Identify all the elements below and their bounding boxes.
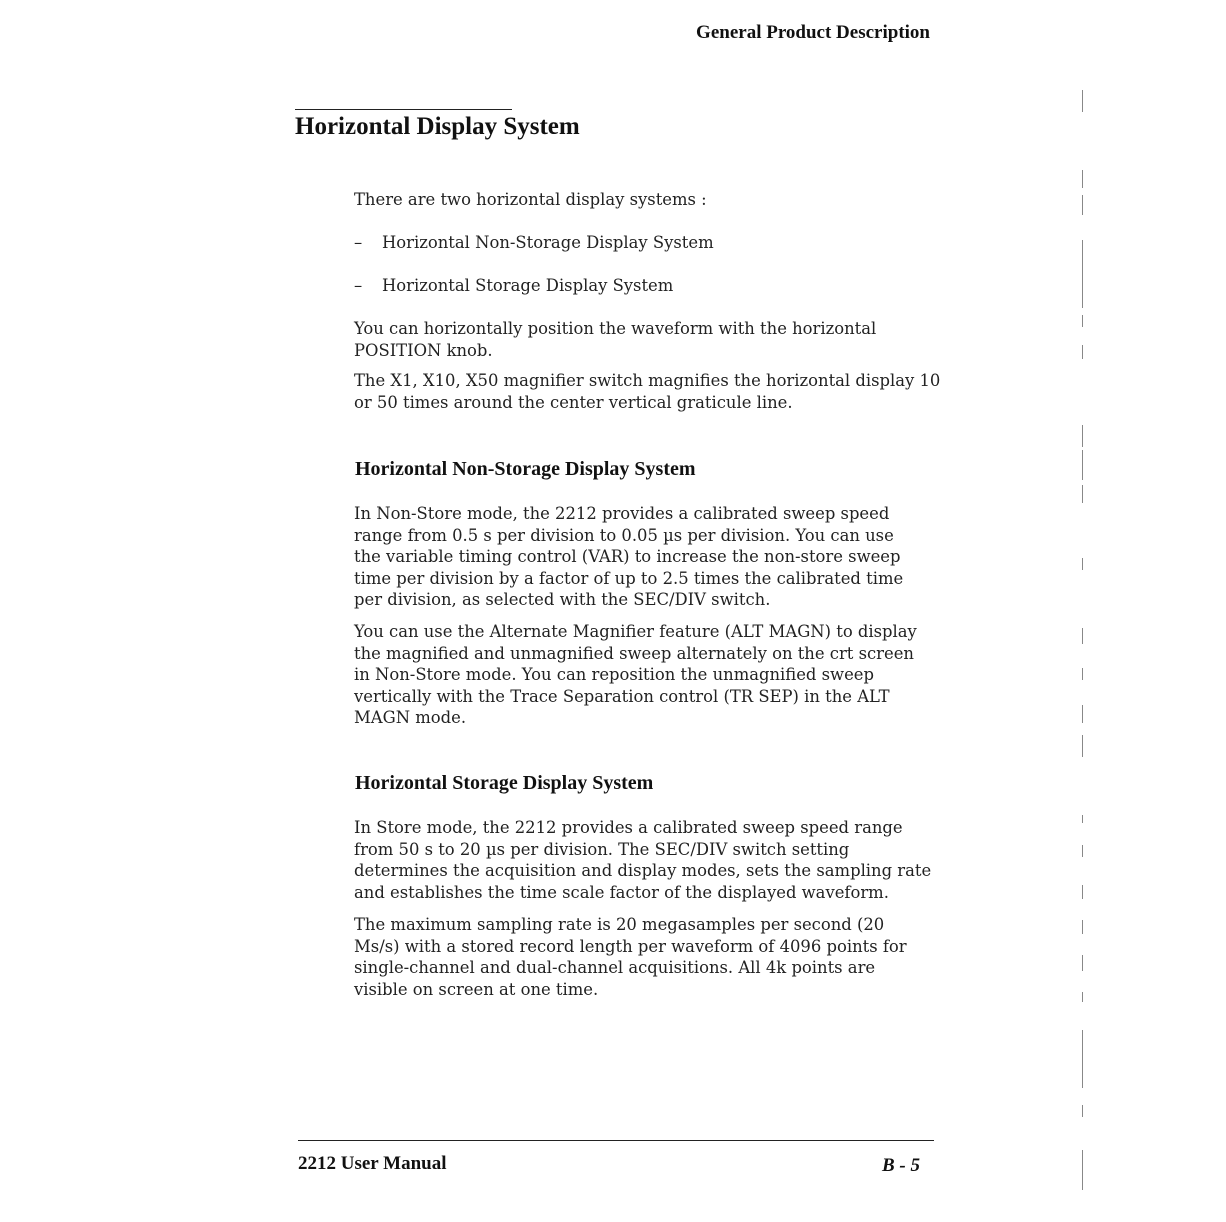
running-header: General Product Description [696, 22, 930, 43]
footer-manual-title: 2212 User Manual [298, 1153, 447, 1174]
section-title-rule [295, 109, 512, 110]
bullet-text: Horizontal Storage Display System [382, 276, 674, 295]
intro-text: There are two horizontal display systems : [354, 190, 707, 209]
intro-paragraph [354, 189, 954, 211]
paragraph-text: The X1, X10, X50 magnifier switch magnifies the horizontal display 10 or 50 times around the center vertical graticule line. [354, 371, 941, 412]
bullet-marker: – [354, 233, 363, 252]
bullet-item [354, 275, 673, 297]
paragraph-text: You can use the Alternate Magnifier feature (ALT MAGN) to display the magnified and unmagnified sweep alternately on the crt screen in Non-Store mode. You can reposition the unmagnified sweep vertically with the Trace Separation control (TR SEP) in the ALT MAGN mode. [354, 622, 917, 727]
position-paragraph [354, 318, 914, 361]
footer-page-number: B - 5 [882, 1155, 920, 1176]
paragraph-text: The maximum sampling rate is 20 megasamples per second (20 Ms/s) with a stored record length per waveform of 4096 points for single-channel and dual-channel acquisitions. All 4k points are visible on screen at one time. [354, 915, 907, 999]
non-storage-title: Horizontal Non-Storage Display System [355, 458, 696, 480]
footer-rule [298, 1140, 934, 1141]
scan-edge-marks [1082, 60, 1086, 1200]
paragraph-text: In Store mode, the 2212 provides a calibrated sweep speed range from 50 s to 20 µs per division. The SEC/DIV switch setting determines the acquisition and display modes, sets the sampling rate and establishes the time scale factor of the displayed waveform. [354, 818, 932, 902]
bullet-text: Horizontal Non-Storage Display System [382, 233, 714, 252]
paragraph-text: In Non-Store mode, the 2212 provides a calibrated sweep speed range from 0.5 s per division to 0.05 µs per division. You can use the variable timing control (VAR) to increase the non-store sweep time per division by a factor of up to 2.5 times the calibrated time per division, as selected with the SEC/DIV switch. [354, 504, 904, 609]
non-storage-paragraph-2 [354, 621, 929, 729]
bullet-marker: – [354, 276, 363, 295]
non-storage-paragraph-1 [354, 503, 924, 611]
magnifier-paragraph [354, 370, 944, 413]
section-title: Horizontal Display System [295, 113, 580, 140]
bullet-item [354, 232, 714, 254]
paragraph-text: You can horizontally position the waveform with the horizontal POSITION knob. [354, 319, 877, 360]
storage-title: Horizontal Storage Display System [355, 772, 654, 794]
storage-paragraph-1 [354, 817, 934, 903]
storage-paragraph-2 [354, 914, 929, 1000]
